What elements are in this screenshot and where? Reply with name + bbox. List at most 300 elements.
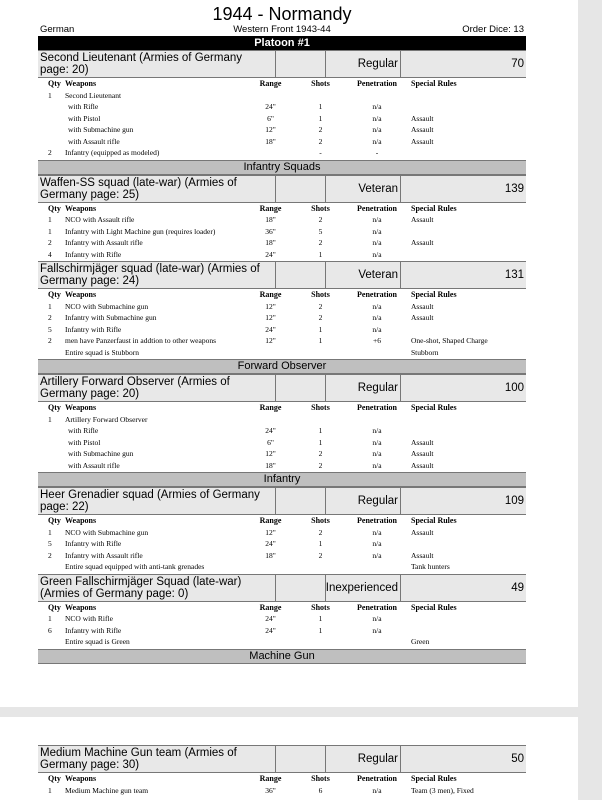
weapons-table <box>38 602 526 649</box>
penetration-cell: n/a <box>372 324 382 334</box>
penetration-cell: n/a <box>372 437 382 447</box>
special-rules-cell <box>411 148 526 160</box>
weapons-header-row <box>38 773 526 786</box>
qty-cell <box>38 562 65 574</box>
unit-blank-cell <box>275 51 325 77</box>
penetration-header: Penetration <box>357 79 397 88</box>
weapon-name: Infantry with Rifle <box>65 625 122 635</box>
weapon-row <box>38 438 526 450</box>
range-cell: 12" <box>265 313 276 322</box>
weapon-row <box>38 125 526 137</box>
range-cell <box>243 637 298 649</box>
penetration-cell: n/a <box>372 313 382 322</box>
penetration-cell: n/a <box>372 136 382 146</box>
unit-blank-cell <box>275 176 325 202</box>
qty-cell <box>38 137 65 149</box>
unit-blank-cell <box>275 746 325 772</box>
shots-cell: 5 <box>318 226 323 236</box>
qty-cell <box>38 449 65 461</box>
weapon-row <box>38 461 526 473</box>
weapons-table <box>38 515 526 574</box>
weapons-table <box>38 773 526 797</box>
range-cell: 36" <box>265 785 276 795</box>
weapon-cell <box>65 238 243 250</box>
weapon-name: with Assault rifle <box>68 460 120 470</box>
qty-header: Qty <box>48 79 61 88</box>
range-cell: 24" <box>265 249 276 259</box>
weapon-name: with Rifle <box>68 102 99 111</box>
weapon-name: Infantry with Light Machine gun (requires loader) <box>65 226 216 236</box>
platoon-header: Platoon #1 <box>38 36 526 50</box>
range-cell: 24" <box>265 625 276 635</box>
weapons-header-row <box>38 78 526 91</box>
special-rules-cell <box>411 227 526 239</box>
penetration-cell: n/a <box>372 249 382 259</box>
penetration-cell: n/a <box>372 539 382 548</box>
special-rules-cell: Tank hunters <box>411 562 450 571</box>
unit-name: Second Lieutenant (Armies of Germany page: 20) <box>40 52 242 76</box>
special-rules-cell: Assault <box>411 527 434 537</box>
unit-name: Fallschirmjäger squad (late-war) (Armies of Germany page: 24) <box>40 263 260 287</box>
qty-cell <box>38 438 65 450</box>
weapon-row <box>38 91 526 103</box>
weapons-header-row <box>38 402 526 415</box>
special-rules-cell: Assault <box>411 136 434 146</box>
weapon-row <box>38 415 526 427</box>
shots-header: Shots <box>311 774 330 783</box>
qty-header: Qty <box>48 290 61 299</box>
range-cell: 6" <box>267 113 274 123</box>
shots-cell: 1 <box>318 113 323 123</box>
qty-cell: 1 <box>48 301 52 311</box>
weapon-row <box>38 114 526 126</box>
shots-header: Shots <box>311 403 330 412</box>
weapon-row <box>38 325 526 337</box>
page-title: 1944 - Normandy <box>212 4 352 24</box>
special-rules-header: Special Rules <box>411 79 457 88</box>
special-rules-cell: Assault <box>411 113 434 123</box>
unit-header-row <box>38 745 526 773</box>
unit-blank-cell <box>275 575 325 601</box>
special-rules-header: Special Rules <box>411 516 457 525</box>
qty-header: Qty <box>48 516 61 525</box>
penetration-cell <box>343 348 411 360</box>
special-rules-cell <box>411 539 526 551</box>
qty-cell: 1 <box>48 785 52 795</box>
special-rules-cell: Team (3 men), Fixed <box>411 785 474 795</box>
penetration-cell: n/a <box>372 550 382 560</box>
weapon-cell <box>65 114 243 126</box>
qty-cell: 6 <box>48 625 52 635</box>
unit-list <box>38 50 526 649</box>
penetration-cell: n/a <box>372 125 382 134</box>
shots-cell: 1 <box>318 426 323 435</box>
unit-list <box>38 745 526 797</box>
range-cell: 12" <box>265 449 276 458</box>
weapon-name: NCO with Assault rifle <box>65 215 135 224</box>
range-cell: 24" <box>265 324 276 334</box>
weapon-cell <box>65 348 243 360</box>
qty-cell: 4 <box>48 249 52 259</box>
weapon-name: Entire squad is Stubborn <box>65 347 139 357</box>
range-cell <box>243 415 298 427</box>
document-page-2 <box>0 717 578 800</box>
qty-header: Qty <box>48 403 61 412</box>
qty-cell <box>38 637 65 649</box>
range-cell: 36" <box>265 226 276 236</box>
weapon-name: with Assault rifle <box>68 136 120 146</box>
unit-points: 100 <box>400 375 526 401</box>
unit-quality: Inexperienced <box>325 575 400 601</box>
qty-cell <box>38 426 65 438</box>
qty-cell: 2 <box>48 336 52 345</box>
weapon-cell <box>65 461 243 473</box>
qty-cell <box>38 102 65 114</box>
penetration-cell: n/a <box>372 625 382 635</box>
section-header: Infantry Squads <box>38 160 526 175</box>
weapon-cell <box>65 415 243 427</box>
penetration-cell: n/a <box>372 527 382 537</box>
unit-name: Artillery Forward Observer (Armies of Germany page: 20) <box>40 376 230 400</box>
weapon-row <box>38 637 526 649</box>
range-cell: 24" <box>265 426 276 435</box>
penetration-cell: n/a <box>372 460 382 470</box>
shots-header: Shots <box>311 516 330 525</box>
weapon-name: Entire squad equipped with anti-tank grenades <box>65 562 205 571</box>
special-rules-cell <box>411 250 526 262</box>
penetration-cell: n/a <box>372 102 382 111</box>
qty-cell: 1 <box>48 226 52 236</box>
unit-quality: Veteran <box>325 262 400 288</box>
weapon-name: Artillery Forward Observer <box>65 414 148 424</box>
penetration-header: Penetration <box>357 203 397 213</box>
weapon-name: with Pistol <box>68 437 101 447</box>
unit-quality: Regular <box>325 746 400 772</box>
special-rules-cell: Assault <box>411 301 434 311</box>
special-rules-header: Special Rules <box>411 203 457 213</box>
special-rules-cell <box>411 91 526 103</box>
range-header: Range <box>259 79 282 88</box>
weapon-row <box>38 528 526 540</box>
theatre-name: Western Front 1943-44 <box>233 24 331 35</box>
weapon-cell <box>65 302 243 314</box>
shots-cell: 1 <box>318 437 323 447</box>
range-header: Range <box>259 602 282 612</box>
shots-cell: 2 <box>318 125 323 134</box>
weapon-cell <box>65 313 243 325</box>
special-rules-cell <box>411 415 526 427</box>
weapon-cell <box>65 426 243 438</box>
shots-header: Shots <box>311 79 330 88</box>
range-cell: 12" <box>265 301 276 311</box>
range-cell: 24" <box>265 102 276 111</box>
special-rules-cell <box>411 626 526 638</box>
special-rules-cell: Stubborn <box>411 347 439 357</box>
weapon-row <box>38 626 526 638</box>
shots-cell: 1 <box>318 324 323 334</box>
weapon-row <box>38 562 526 574</box>
weapon-row <box>38 137 526 149</box>
weapons-header-row <box>38 602 526 615</box>
weapon-name: Infantry with Rifle <box>65 249 122 259</box>
army-list-continued <box>38 745 526 797</box>
unit-points: 139 <box>400 176 526 202</box>
weapons-header: Weapons <box>65 403 97 412</box>
shots-cell: 1 <box>318 539 323 548</box>
weapons-table <box>38 78 526 160</box>
penetration-cell: n/a <box>372 785 382 795</box>
unit-header-row <box>38 487 526 515</box>
unit-name: Green Fallschirmjäger Squad (late-war) (Armies of Germany page: 0) <box>40 575 242 600</box>
penetration-header: Penetration <box>357 516 397 525</box>
unit-header-row <box>38 261 526 289</box>
penetration-cell: n/a <box>372 614 382 623</box>
unit-name: Heer Grenadier squad (Armies of Germany page: 22) <box>40 489 260 513</box>
special-rules-cell <box>411 614 526 626</box>
shots-cell: 1 <box>318 102 323 111</box>
weapon-row <box>38 302 526 314</box>
section-header: Machine Gun <box>38 649 526 664</box>
weapon-cell <box>65 449 243 461</box>
weapon-row <box>38 614 526 626</box>
special-rules-cell: Assault <box>411 460 434 470</box>
shots-cell <box>298 562 343 574</box>
weapon-cell <box>65 562 243 574</box>
special-rules-cell: Assault <box>411 125 434 134</box>
army-list <box>38 5 526 664</box>
shots-cell: 2 <box>318 527 323 537</box>
penetration-cell <box>343 415 411 427</box>
weapon-name: men have Panzerfaust in addtion to other weapons <box>65 336 216 345</box>
shots-cell: 2 <box>318 313 323 322</box>
unit-header-row <box>38 574 526 602</box>
shots-cell: 2 <box>318 449 323 458</box>
weapons-table <box>38 289 526 359</box>
unit-blank-cell <box>275 375 325 401</box>
range-cell: 18" <box>265 550 276 560</box>
range-cell: 12" <box>265 527 276 537</box>
shots-cell: 6 <box>318 785 323 795</box>
unit-points: 49 <box>400 575 526 601</box>
range-cell <box>243 148 298 160</box>
shots-cell <box>298 415 343 427</box>
unit-quality: Veteran <box>325 176 400 202</box>
weapons-header: Weapons <box>65 602 97 612</box>
range-cell: 12" <box>265 125 276 134</box>
range-cell: 18" <box>265 238 276 247</box>
special-rules-cell: One-shot, Shaped Charge <box>411 336 488 345</box>
qty-cell <box>38 348 65 360</box>
weapon-name: Infantry with Rifle <box>65 324 122 334</box>
penetration-cell: n/a <box>372 215 382 224</box>
weapons-table <box>38 203 526 262</box>
weapons-header: Weapons <box>65 774 97 783</box>
unit-quality: Regular <box>325 375 400 401</box>
weapon-cell <box>65 250 243 262</box>
unit-blank-cell <box>275 262 325 288</box>
weapon-row <box>38 238 526 250</box>
special-rules-cell: Assault <box>411 215 434 224</box>
weapon-cell <box>65 438 243 450</box>
penetration-cell <box>343 562 411 574</box>
weapon-cell <box>65 125 243 137</box>
qty-cell: 2 <box>48 550 52 560</box>
penetration-header: Penetration <box>357 290 397 299</box>
weapon-cell <box>65 786 243 798</box>
army-name: German <box>40 24 75 35</box>
unit-points: 109 <box>400 488 526 514</box>
special-rules-header: Special Rules <box>411 602 457 612</box>
range-header: Range <box>259 403 282 412</box>
special-rules-cell <box>411 325 526 337</box>
qty-cell: 1 <box>48 614 52 623</box>
weapon-name: Infantry with Submachine gun <box>65 313 157 322</box>
weapon-cell <box>65 137 243 149</box>
weapon-row <box>38 227 526 239</box>
weapon-cell <box>65 539 243 551</box>
weapon-cell <box>65 614 243 626</box>
shots-cell: 2 <box>318 215 323 224</box>
weapon-cell <box>65 637 243 649</box>
unit-name: Waffen-SS squad (late-war) (Armies of Germany page: 25) <box>40 176 237 201</box>
weapon-row <box>38 313 526 325</box>
shots-cell <box>298 348 343 360</box>
shots-cell: - <box>319 148 322 157</box>
unit-points: 50 <box>400 746 526 772</box>
weapon-name: Infantry with Assault rifle <box>65 550 143 560</box>
penetration-cell: n/a <box>372 238 382 247</box>
weapon-row <box>38 426 526 438</box>
penetration-cell: n/a <box>372 449 382 458</box>
weapon-row <box>38 348 526 360</box>
range-cell: 24" <box>265 614 276 623</box>
weapons-header-row <box>38 515 526 528</box>
special-rules-cell: Assault <box>411 449 434 458</box>
qty-header: Qty <box>48 774 61 783</box>
qty-cell: 2 <box>48 148 52 157</box>
order-dice-count: Order Dice: 13 <box>462 24 524 35</box>
weapon-cell <box>65 148 243 160</box>
special-rules-cell: Assault <box>411 313 434 322</box>
unit-quality: Regular <box>325 51 400 77</box>
shots-header: Shots <box>311 290 330 299</box>
range-header: Range <box>259 290 282 299</box>
penetration-cell: n/a <box>372 113 382 123</box>
qty-cell <box>38 125 65 137</box>
weapon-name: NCO with Submachine gun <box>65 301 149 311</box>
penetration-header: Penetration <box>357 774 397 783</box>
shots-cell: 1 <box>318 249 323 259</box>
special-rules-cell <box>411 426 526 438</box>
penetration-cell <box>343 91 411 103</box>
unit-header-row <box>38 50 526 78</box>
special-rules-cell <box>411 102 526 114</box>
section-header: Infantry <box>38 472 526 487</box>
weapon-name: with Submachine gun <box>68 449 134 458</box>
weapon-cell <box>65 626 243 638</box>
penetration-cell: +6 <box>373 336 381 345</box>
shots-cell: 2 <box>318 238 323 247</box>
weapon-cell <box>65 551 243 563</box>
weapon-name: Infantry with Rifle <box>65 539 122 548</box>
shots-cell: 2 <box>318 136 323 146</box>
unit-points: 70 <box>400 51 526 77</box>
weapon-name: Medium Machine gun team <box>65 785 149 795</box>
weapons-header: Weapons <box>65 79 97 88</box>
range-cell: 6" <box>267 437 274 447</box>
weapon-row <box>38 102 526 114</box>
range-cell: 24" <box>265 539 276 548</box>
section-header: Forward Observer <box>38 359 526 374</box>
qty-cell: 5 <box>48 324 52 334</box>
shots-header: Shots <box>311 602 330 612</box>
weapon-name: Infantry with Assault rifle <box>65 238 143 247</box>
weapon-row <box>38 250 526 262</box>
range-cell <box>243 348 298 360</box>
penetration-cell: n/a <box>372 426 382 435</box>
qty-cell: 2 <box>48 313 52 322</box>
shots-cell <box>298 637 343 649</box>
range-cell <box>243 91 298 103</box>
weapon-name: Infantry (equipped as modeled) <box>65 148 160 157</box>
shots-cell: 2 <box>318 550 323 560</box>
qty-cell: 1 <box>48 527 52 537</box>
qty-cell: 1 <box>48 414 52 424</box>
range-cell: 12" <box>265 336 276 345</box>
weapon-cell <box>65 91 243 103</box>
shots-cell <box>298 91 343 103</box>
qty-cell <box>38 114 65 126</box>
qty-cell: 5 <box>48 539 52 548</box>
weapon-row <box>38 449 526 461</box>
weapon-row <box>38 336 526 348</box>
unit-header-row <box>38 175 526 203</box>
penetration-cell: n/a <box>372 226 382 236</box>
weapon-name: Second Lieutenant <box>65 90 122 100</box>
unit-header-row <box>38 374 526 402</box>
shots-cell: 1 <box>318 614 323 623</box>
weapon-name: with Pistol <box>68 113 101 123</box>
shots-cell: 1 <box>318 625 323 635</box>
weapon-row <box>38 539 526 551</box>
weapon-row <box>38 215 526 227</box>
range-header: Range <box>259 203 282 213</box>
weapon-name: Entire squad is Green <box>65 637 130 646</box>
special-rules-cell: Assault <box>411 550 434 560</box>
weapon-name: with Rifle <box>68 426 99 435</box>
shots-cell: 2 <box>318 460 323 470</box>
qty-header: Qty <box>48 203 61 213</box>
range-cell: 18" <box>265 136 276 146</box>
weapon-cell <box>65 215 243 227</box>
weapon-row <box>38 148 526 160</box>
unit-quality: Regular <box>325 488 400 514</box>
weapon-cell <box>65 325 243 337</box>
weapon-cell <box>65 528 243 540</box>
weapon-row <box>38 551 526 563</box>
unit-blank-cell <box>275 488 325 514</box>
shots-cell: 1 <box>318 336 323 345</box>
range-header: Range <box>259 774 282 783</box>
qty-cell: 2 <box>48 238 52 247</box>
weapon-name: with Submachine gun <box>68 125 134 134</box>
penetration-cell <box>343 637 411 649</box>
qty-header: Qty <box>48 602 61 612</box>
penetration-cell: n/a <box>372 301 382 311</box>
special-rules-header: Special Rules <box>411 774 457 783</box>
special-rules-cell: Assault <box>411 437 434 447</box>
qty-cell: 1 <box>48 215 52 224</box>
